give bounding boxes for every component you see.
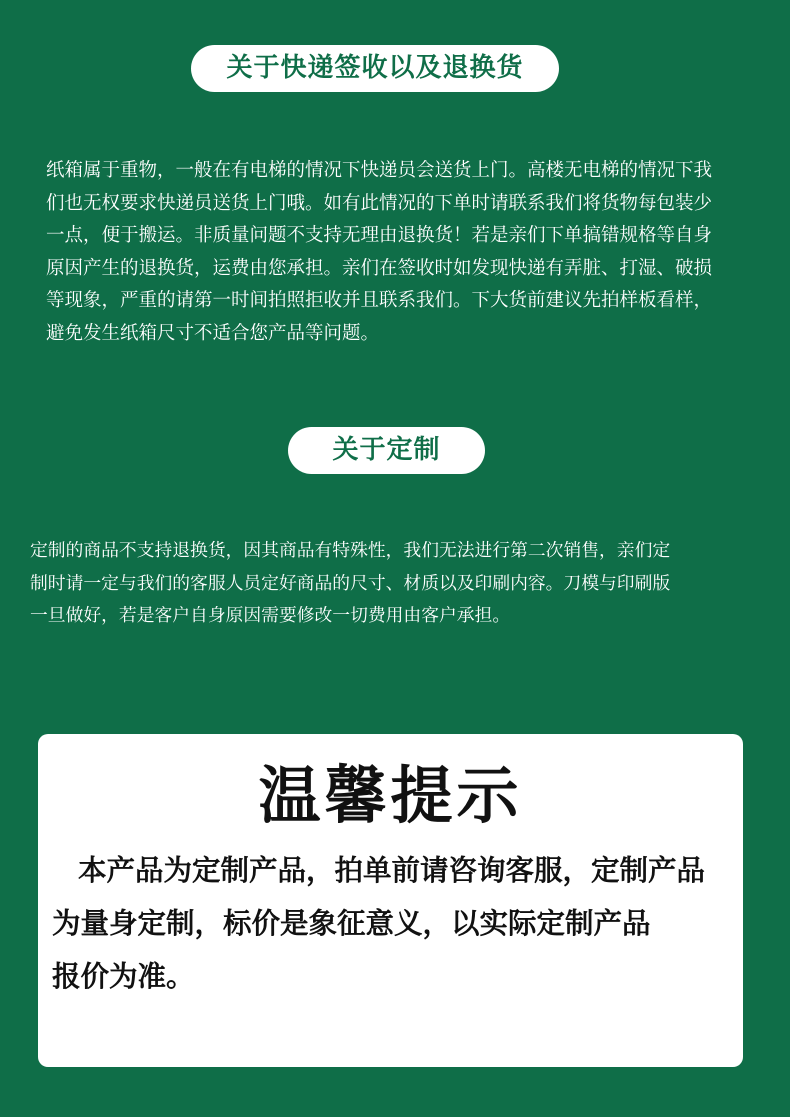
notice-title: 温馨提示 bbox=[258, 759, 523, 832]
express-line: 避免发生纸箱尺寸不适合您产品等问题。 bbox=[46, 322, 380, 344]
express-line: 们也无权要求快递员送货上门哦。如有此情况的下单时请联系我们将货物每包装少 bbox=[46, 192, 713, 214]
express-section-paragraph bbox=[46, 155, 712, 350]
custom-line: 制时请一定与我们的客服人员定好商品的尺寸、材质以及印刷内容。刀模与印刷版 bbox=[30, 572, 671, 594]
notice-line: 报价为准。 bbox=[52, 960, 195, 993]
custom-line: 定制的商品不支持退换货，因其商品有特殊性，我们无法进行第二次销售，亲们定 bbox=[30, 540, 671, 561]
notice-body bbox=[52, 844, 705, 1003]
express-line: 等现象，严重的请第一时间拍照拒收并且联系我们。下大货前建议先拍样板看样， bbox=[46, 290, 713, 311]
custom-line: 一旦做好，若是客户自身原因需要修改一切费用由客户承担。 bbox=[30, 605, 511, 626]
notice-box bbox=[38, 734, 743, 1067]
express-line: 纸箱属于重物，一般在有电梯的情况下快递员会送货上门。高楼无电梯的情况下我 bbox=[46, 160, 713, 181]
notice-line: 本产品为定制产品，拍单前请咨询客服，定制产品 bbox=[78, 854, 706, 887]
notice-line: 为量身定制，标价是象征意义，以实际定制产品 bbox=[52, 907, 651, 940]
custom-section-heading: 关于定制 bbox=[288, 427, 485, 474]
custom-section-paragraph bbox=[30, 535, 670, 633]
express-section-heading: 关于快递签收以及退换货 bbox=[191, 45, 559, 92]
express-line: 一点，便于搬运。非质量问题不支持无理由退换货！若是亲们下单搞错规格等自身 bbox=[46, 225, 713, 246]
express-line: 原因产生的退换货，运费由您承担。亲们在签收时如发现快递有弄脏、打湿、破损 bbox=[46, 257, 713, 279]
